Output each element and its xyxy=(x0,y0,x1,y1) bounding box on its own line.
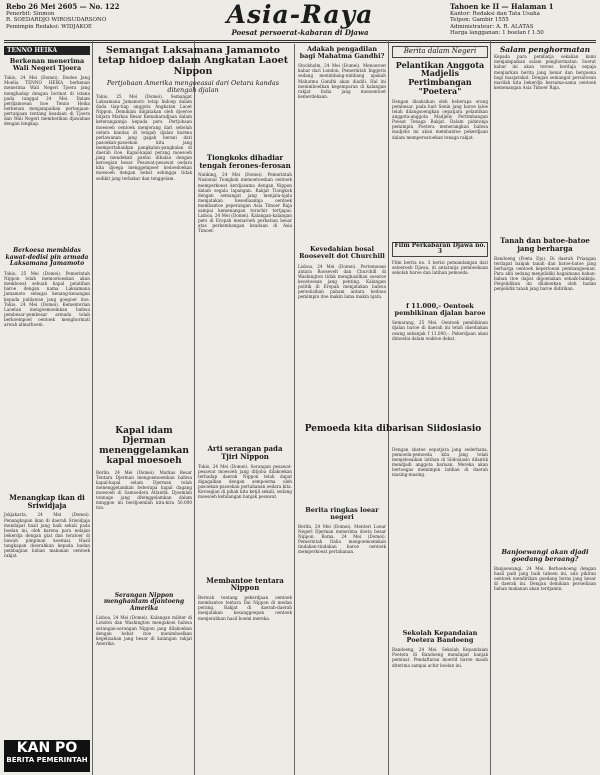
article-body: Berwah tentang pekerdjaan oentoek membantoe tentara Dai Nippon di medan perang. Rakjat di daerah-daerah menjatakan kesanggoepan oentoek menjerahkan hasil boemi mereka. xyxy=(198,595,292,621)
article-body: Dengan sbatoe oepatjara jang sederhana, pemoeda-pemoeda kita jang telah menjelesaikan latihan di Siidosiasio dilantik mendjadi anggota barisan. Mereka akan bertoegas memimpin latihan di daerah masing-masing. xyxy=(392,447,488,478)
headline: Membantoe tentara Nippon xyxy=(206,575,284,593)
column-4 xyxy=(298,46,386,772)
article-body: Tokio, 24 Mei (Domei). Doelee Jang Moelia TENNO HEIKA berkenan menerima Wali Negeri Tjoera jang menghadap dengan hormat di istana pada tanggal 24 Mei. Dalam perdjamoean itoe Tenno Heika berkenan menjampaikan pertanjaan-pertanjaan tentang keadaan di Tjoera dan Wali Negeri memberikan djawaban dengan lengkap. xyxy=(4,75,90,127)
article-body: Bandoeng (Poeta Djo). Di daerah Priangan terdapat banjak tanah dan batoe-batoe jang berharga oentoek keperloean pembangoenan. Para ahli sedang menjelidiki bagaimana bahan-bahan itoe dapat digoenakan sebaik-baiknja. Penjelidikan ini dilakoekan oleh badan penjelidik tanah jang baroe didirikan. xyxy=(494,255,596,292)
newspaper-subtitle: Poesat persoerat-kabaran di Djawa xyxy=(231,28,369,37)
masthead-left xyxy=(6,4,156,30)
headline: Kapal idam Djerman menenggelamkan kapal moesoeh xyxy=(99,426,189,466)
kanpo-subtitle: BERITA PEMERINTAH xyxy=(6,756,88,764)
article-body: Nanking, 24 Mei (Domei). Pemerintah Nasional Tiongkok memoetoeskan oentoek memperkoeat kerdjasama dengan Nippon dalam segala lapangan. Rakjat Tiongkok dengan semangat jang menjala-njala menjatakan kesediaannja oentoek membantoe peperangan Asia Timoer Raja sampai kemenangan terachir tertjapai. Lisboa, 24 Mei (Domei). Kalangan-kalangan pers di Eropah menaroeh perhatian besar atas perkembangan keadaan di Asia Timoer. xyxy=(198,172,292,234)
article-body: Jokjakarta, 24 Mei (Domei). Penangkapan ikan di daerah Sriwidjaja mendapat hasil jang baik sekali pada boelan ini, oleh karena para nelajan bekerdja dengan giat dan teratoer di bawah pimpinan koemiai. Hasil tangkapan diserahkan kepada badan pembagian bahan makanan oentoek rakjat. xyxy=(4,512,90,559)
article-body: Tokio, 24 Mei (Domei). Serangan pesawat-pesawat moesoeh jang ditjoba dilakoekan terhadap daerah Nippon telah dapat digagalkan dengan sempoerna oleh pasoekan-pasoekan pertahanan oedara kita. Keroegian di pihak kita ketjil sekali, sedang moesoeh kehilangan banjak pesawat. xyxy=(198,463,293,500)
headline: Pemoeda kita dibarisan Siidosiasio xyxy=(304,424,482,434)
lead-subheadline: Pertjobaan Amerika mengoeasai dari Oetara kandas ditengah djalan xyxy=(106,79,280,95)
pemoeda-headline-block xyxy=(296,425,490,445)
headline: Tanah dan batoe-batoe jang berharga xyxy=(500,236,590,253)
headline: Berita ringkas loear negeri xyxy=(305,505,379,521)
column-1 xyxy=(4,46,90,736)
headline: f 11.000,- Oentoek pembikinan djalan baroe xyxy=(394,302,486,318)
headline: Kevedahian bosal Roosevelt dot Churchill xyxy=(299,245,385,261)
column-divider xyxy=(92,40,93,775)
column-6 xyxy=(494,46,596,772)
article-body: Dengan disaksikan oleh beberapa orang pembesar, pada hari Senin jang baroe laloe telah dilangsoengkan oepatjara pelantikan anggota-anggota Madjelis Pertimbangan Poesat Tenaga Rakjat. Dalam pidatonja pemimpin Poetera menerangkan bahwa madjelis ini akan membantoe pekerdjaan dalam mempersatoekan tenaga rakjat. xyxy=(392,98,488,140)
phone-line: Telpon: Gambir 1555 xyxy=(450,17,509,23)
section-banner: Berita dalam Negeri xyxy=(392,46,488,58)
headline: Tiongkoks dihadiar tengah ferones-ferosan xyxy=(199,153,291,170)
kanpo-box xyxy=(4,740,90,772)
article-body: Lisboa, 24 Mei (Domei). Kalangan militer di London dan Washington mengakoei bahwa serangan-serangan Nippon jang dilakoekan dengan hebat itoe menimboelkan kegelisahan jang besar di kalangan rakjat Amerika. xyxy=(96,615,192,646)
article-body: Film berita no. 3 berisi pemandangan dari seloeroeh Djawa, di antaranja pemboekaan sekolah baroe dan latihan pemoeda. xyxy=(392,260,488,276)
headline: Pelantikan Anggota Madjelis Pertimbangan "Poetera" xyxy=(395,59,485,97)
admin-line: Administrateur: A. R. ALATAS xyxy=(450,23,534,30)
masthead xyxy=(0,0,600,40)
lead-headline-block xyxy=(96,45,290,95)
editor-line: Pemimpin Redaksi: WIDJAKOE xyxy=(6,23,93,30)
box-title: TENNO HEIKA xyxy=(4,46,90,55)
headline: Arti serangan pada Tjiri Nippon xyxy=(207,444,283,462)
headline: Adakah pengadilan bagi Mahatma Gandhi? xyxy=(299,45,385,61)
headline: Menangkap ikan di Sriwidjaja xyxy=(9,493,85,510)
article-body: Berlin, 24 Mei (Domei). Markas Besar Tentara Djerman mengoemoemkan bahwa kapal-kapal selam Djerman telah menenggelamkan beberapa kapal dagang moesoeh di Samoedera Atlantik. Djoemlah tonnage jang ditenggelamkan dalam minggoe ini berdjoemlah kira-kira 50.000 ton. xyxy=(96,469,192,511)
column-divider xyxy=(388,40,389,775)
column-3 xyxy=(198,94,292,770)
article-body: Tokio, 25 Mei (Domei). Pemerintah Nippon telah memoetoeskan akan memboeat sebuah kapal pelatihan baroe dengan nama Laksamana Jamamoto sebagai kenang-kenangan kepada pahlawan jang goegoer itoe. Tokio, 24 Mei (Domei). Kementerian Laoetan mengoemoemkan bahwa pembesar-pembesar armada telah berkoempoel oentoek menghormati arwah almarhoem. xyxy=(4,271,90,327)
article-body: Semarang, 25 Mei. Oentoek pembikinan djalan baroe di daerah ini telah disediakan oeang sebanjak f 11.000,-. Pekerdjaan akan dimoelai dalam waktoe dekat. xyxy=(392,320,488,341)
article-body: Banjoewangi, 24 Mei. Berhoeboeng dengan hasil padi jang baik tahoen ini, ada pikiran oentoek mendirikan goedang beras jang besar di daerah ini. Dengan demikian persediaan bahan makanan akan terdjamin. xyxy=(494,565,596,592)
column-divider xyxy=(294,44,295,775)
publisher-line: Penerbit: Sinmon xyxy=(6,10,55,17)
article-body: Berlin, 24 Mei (Domei). Menteri Loear Negeri Djerman menerima doeta besar Nippon. Roma, 24 Mei (Domei). Pemerintah Italia mengoemoemkan tindakan-tindakan baroe oentoek memperkoeat pertahanan. xyxy=(298,523,386,555)
column-divider xyxy=(490,40,491,775)
masthead-right xyxy=(450,4,595,37)
headline: Film Perkabaran Djawa no. 3 xyxy=(392,242,488,257)
headline: Berkenan menerima Wali Negeri Tjoera xyxy=(9,57,85,73)
article-body: Stockholm, 24 Mei (Domei). Menoeroet kabar dari London, Pemerintah Inggeris sedang menimbang-nimbang apakah Mahatma Gandhi akan diadili. Hal ini menimboelkan kegemparan di kalangan rakjat India jang menoentoet kemerdekaan. xyxy=(298,63,386,99)
year-page: Tahoen ke II — Halaman 1 xyxy=(450,2,554,11)
headline: Salam penghormatan xyxy=(499,45,591,54)
headline: Banjoewangi akan djadi goedang beraang? xyxy=(501,547,589,563)
office-line: Kantor: Redaksi dan Tata Usaha xyxy=(450,10,540,17)
column-divider xyxy=(194,40,195,775)
kanpo-title: KAN PO xyxy=(16,740,78,756)
headline: Sekolah Kepandaian Poetera Bandoeng xyxy=(402,629,478,645)
article-body: Kepada para pembatja sekalian kami menjampaikan salam penghormatan. Soerat kabar ini akan teroes berdaja oepaja menjiarkan berita jang benar dan bergoena bagi masjarakat. Dengan semangat persatoean marilah kita bekerdja bersama-sama oentoek kemenangan Asia Timoer Raja. xyxy=(494,54,596,90)
headline: Serangan Nippon menghantam djantoeng Amerika xyxy=(103,591,185,612)
publisher-name: R. SOEDARDJO WIROSUDARSONO xyxy=(6,17,107,23)
newspaper-title: Asia-Raya xyxy=(226,0,374,29)
subscription-line: Harga langganan: 1 boelan f 1.50 xyxy=(450,30,544,36)
article-body: Bandoeng, 24 Mei. Sekolah Kepandaian Poetera di Bandoeng mendapat banjak peminat. Pendaftaran moerid baroe masih diterima sampai achir boelan ini. xyxy=(392,647,488,668)
lead-headline: Semangat Laksamana Jamamoto tetap hidoep dalam Angkatan Laoet Nippon xyxy=(97,45,289,77)
column-2 xyxy=(96,94,192,770)
headline: Berkoesa membidas kawat-dedisi pin armada Laksamana Jamamoto xyxy=(5,247,89,268)
article-body: Lisboa, 24 Mei (Domei). Pertemoean antara Roosevelt dan Churchill di Washington tidak menghasilkan soeatoe keoetoesan jang penting. Kalangan politik di Eropah menjatakan bahwa perselisihan paham antara kedoea pemimpin itoe makin lama makin njata. xyxy=(298,263,386,300)
issue-line: Rebo 26 Mei 2605 — No. 122 xyxy=(6,2,120,11)
column-5-lower xyxy=(392,447,488,772)
article-body: Tokio, 25 Mei (Domei). Semangat Laksamana Jamamoto tetap hidoep dalam dada tiap-tiap anggota Angkatan Laoet Nippon. Demikian dinjatakan oleh djoeroe bitjara Markas Besar Kemaharadjaan dalam keterangannja kepada pers. Pertjobaan moesoeh oentoek menjerang dari sebelah oetara kandas di tengah djalan karena perlawanan jang gagah berani dari pasoekan-pasoekan kita jang mempertahankan pangkalan-pangkalan di daerah itoe. Kapal-kapal perang moesoeh jang mendekati pantai dihalau dengan keroegian besar. Pesawat-pesawat oedara kita djoega menggempoer kedoedoekan moesoeh dengan hebat sehingga tidak sedikit jang terbakar dan tenggelam. xyxy=(96,94,192,181)
